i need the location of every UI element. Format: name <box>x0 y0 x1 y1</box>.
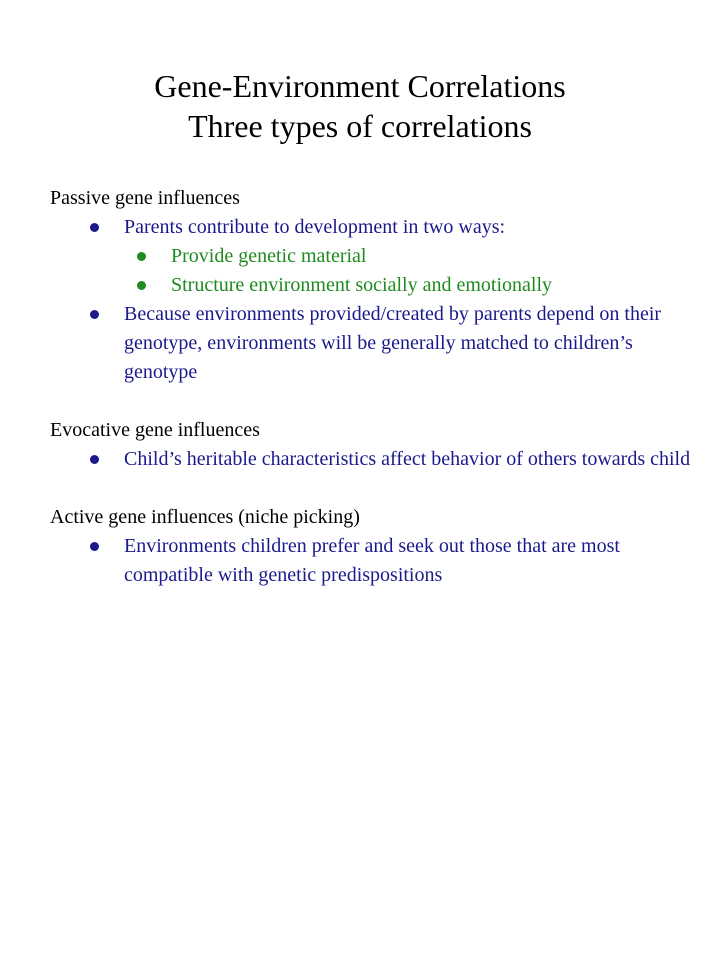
bullet-dot-icon <box>137 281 146 290</box>
bullet-list <box>50 445 710 474</box>
section-active <box>50 503 710 590</box>
section-passive <box>50 184 710 387</box>
bullet-text: Child’s heritable characteristics affect behavior of others towards child <box>124 448 691 470</box>
section-heading: Active gene influences (niche picking) <box>50 506 360 528</box>
bullet-item <box>50 532 710 590</box>
bullet-dot-icon <box>90 542 99 551</box>
bullet-item <box>50 300 710 387</box>
section-heading: Passive gene influences <box>50 187 240 209</box>
section-evocative <box>50 416 710 474</box>
bullet-dot-icon <box>90 455 99 464</box>
slide-title <box>0 66 720 146</box>
bullet-item <box>50 445 710 474</box>
bullet-dot-icon <box>137 252 146 261</box>
bullet-dot-icon <box>90 310 99 319</box>
bullet-item <box>50 213 710 242</box>
title-line-1: Gene-Environment Correlations <box>154 68 566 104</box>
sub-bullet-item <box>50 271 710 300</box>
bullet-text: Structure environment socially and emotionally <box>171 274 553 296</box>
bullet-list <box>50 213 710 387</box>
bullet-text: Because environments provided/created by parents depend on their genotype, environments will be generally matched to children’s genotype <box>124 303 662 383</box>
bullet-text: Provide genetic material <box>171 245 367 267</box>
bullet-text: Environments children prefer and seek out those that are most compatible with genetic predispositions <box>124 535 620 586</box>
bullet-list <box>50 532 710 590</box>
bullet-text: Parents contribute to development in two ways: <box>124 216 506 238</box>
slide-content <box>50 184 710 619</box>
title-line-2: Three types of correlations <box>188 108 532 144</box>
bullet-dot-icon <box>90 223 99 232</box>
section-heading: Evocative gene influences <box>50 419 260 441</box>
sub-bullet-item <box>50 242 710 271</box>
